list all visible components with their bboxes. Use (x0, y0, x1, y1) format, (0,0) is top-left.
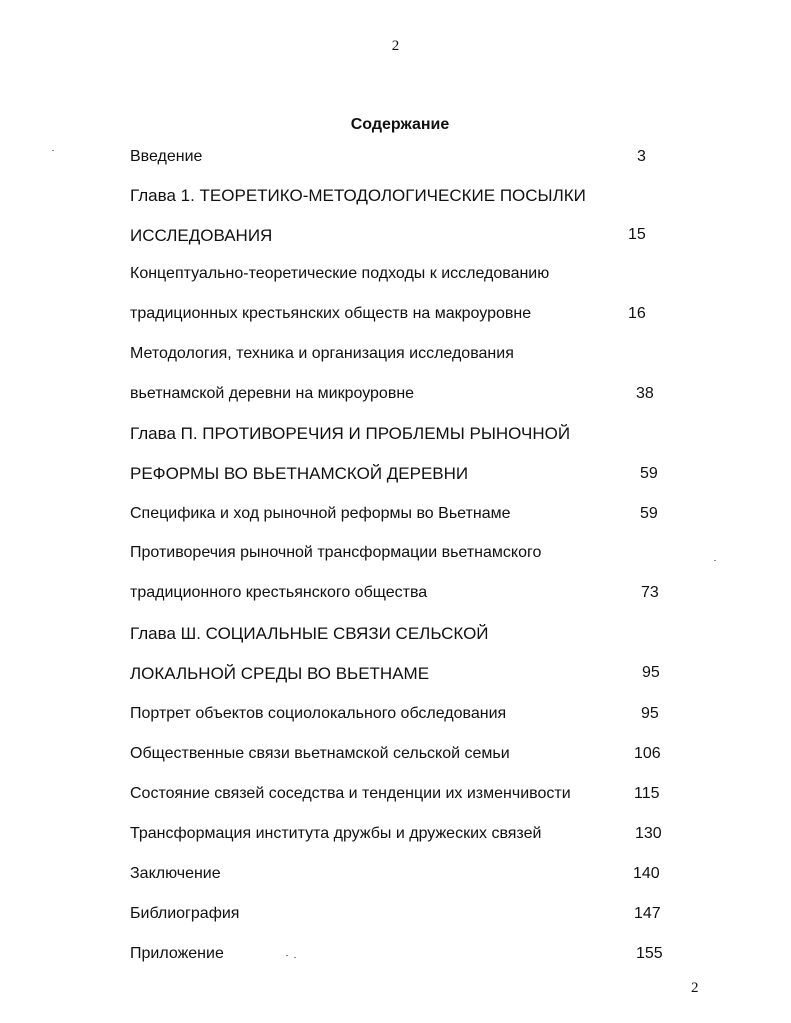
page-number-bottom: 2 (691, 980, 699, 996)
toc-page-section-1-1: 16 (628, 305, 646, 322)
toc-line-chapter-1-cont: ИССЛЕДОВАНИЯ (130, 226, 273, 245)
toc-line-section-2-1: Специфика и ход рыночной реформы во Вьетнаме (130, 505, 511, 522)
toc-page-section-3-1: 95 (641, 705, 659, 722)
toc-line-chapter-3-cont: ЛОКАЛЬНОЙ СРЕДЫ ВО ВЬЕТНАМЕ (130, 664, 430, 683)
scan-speck (286, 955, 288, 956)
toc-line-bibliography: Библиография (130, 905, 240, 922)
toc-page-section-3-3: 115 (634, 785, 660, 802)
toc-line-section-1-1: Концептуально-теоретические подходы к исследованию (130, 265, 550, 282)
toc-title: Содержание (350, 116, 450, 133)
toc-line-chapter-2: Глава П. ПРОТИВОРЕЧИЯ И ПРОБЛЕМЫ РЫНОЧНОЙ (130, 424, 571, 443)
toc-line-section-3-4: Трансформация института дружбы и дружеских связей (130, 825, 542, 842)
toc-page-chapter-2: 59 (640, 465, 658, 482)
toc-page-appendix: 155 (636, 945, 663, 962)
toc-page-chapter-1: 15 (628, 226, 646, 243)
scan-speck (294, 957, 296, 958)
toc-page-conclusion: 140 (633, 865, 660, 882)
toc-line-introduction: Введение (130, 148, 203, 165)
toc-line-section-3-2: Общественные связи вьетнамской сельской семьи (130, 745, 510, 762)
toc-page-section-3-2: 106 (634, 745, 661, 762)
toc-line-chapter-2-cont: РЕФОРМЫ ВО ВЬЕТНАМСКОЙ ДЕРЕВНИ (130, 464, 469, 483)
toc-page-section-2-1: 59 (640, 505, 658, 522)
toc-line-conclusion: Заключение (130, 865, 221, 882)
toc-line-section-3-3: Состояние связей соседства и тенденции их изменчивости (130, 785, 571, 802)
toc-page-bibliography: 147 (634, 905, 661, 922)
toc-page-chapter-3: 95 (642, 664, 660, 681)
toc-line-section-1-1-cont: традиционных крестьянских обществ на макроуровне (130, 305, 532, 322)
toc-line-section-1-2-cont: вьетнамской деревни на микроуровне (130, 385, 415, 402)
toc-line-chapter-3: Глава Ш. СОЦИАЛЬНЫЕ СВЯЗИ СЕЛЬСКОЙ (130, 624, 489, 643)
toc-page-section-1-2: 38 (636, 385, 654, 402)
toc-page-section-3-4: 130 (635, 825, 662, 842)
toc-line-section-2-2: Противоречия рыночной трансформации вьетнамского (130, 544, 542, 561)
page-number-top: 2 (391, 38, 400, 54)
toc-line-appendix: Приложение (130, 945, 224, 962)
toc-line-section-1-2: Методология, техника и организация исследования (130, 345, 514, 362)
toc-page-introduction: 3 (637, 148, 646, 165)
toc-page-section-2-2: 73 (641, 584, 659, 601)
scan-speck (714, 560, 716, 561)
toc-line-chapter-1: Глава 1. ТЕОРЕТИКО-МЕТОДОЛОГИЧЕСКИЕ ПОСЫЛКИ (130, 186, 586, 205)
toc-line-section-2-2-cont: традиционного крестьянского общества (130, 584, 428, 601)
toc-line-section-3-1: Портрет объектов социолокального обследования (130, 705, 507, 722)
scan-speck (52, 150, 54, 151)
